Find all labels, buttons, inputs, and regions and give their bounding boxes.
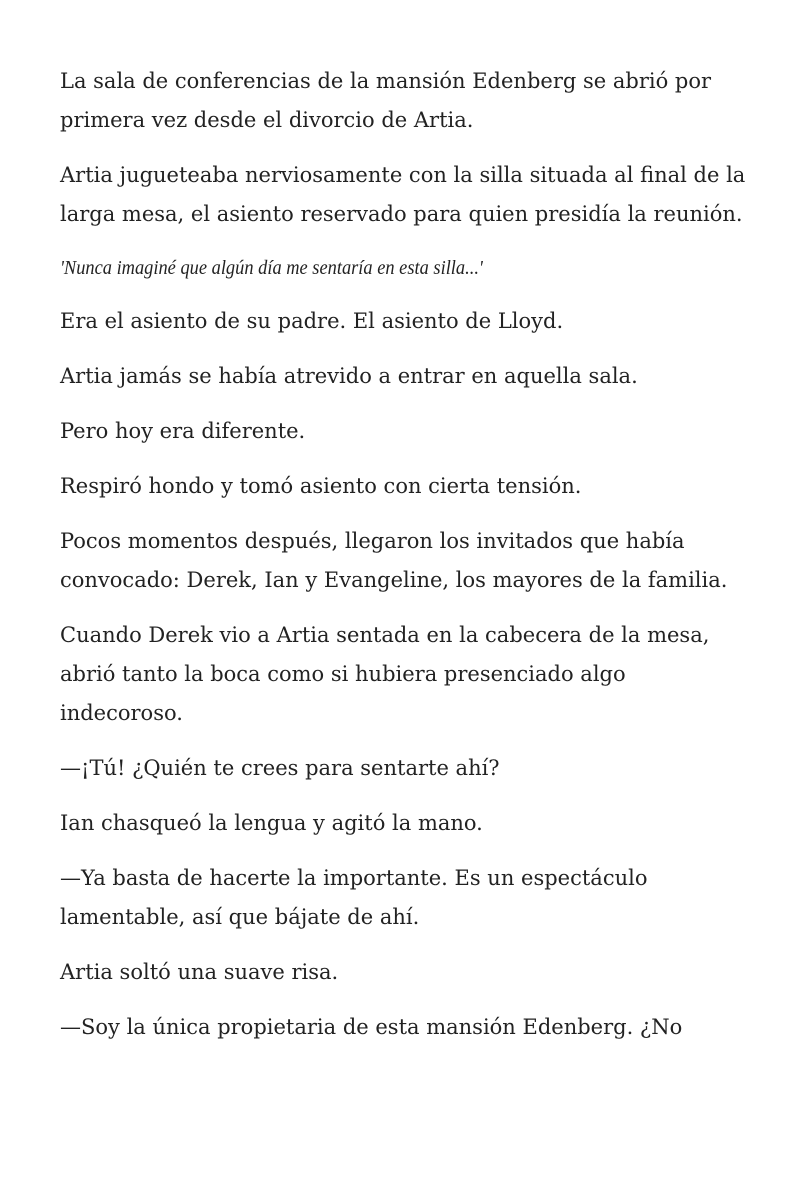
paragraph: Respiró hondo y tomó asiento con cierta tensión. (60, 474, 582, 498)
dialogue-paragraph: —Ya basta de hacerte la importante. Es un espectáculo lamentable, así que bájate de ahí. (60, 866, 648, 929)
dialogue-paragraph: —Soy la única propietaria de esta mansión Edenberg. ¿No (60, 1015, 683, 1039)
paragraph: Era el asiento de su padre. El asiento de Lloyd. (60, 309, 564, 333)
paragraph: Pero hoy era diferente. (60, 419, 306, 443)
paragraph: Artia soltó una suave risa. (60, 960, 339, 984)
paragraph: Ian chasqueó la lengua y agitó la mano. (60, 811, 483, 835)
paragraph: Cuando Derek vio a Artia sentada en la cabecera de la mesa, abrió tanto la boca como si hubiera presenciado algo indecoroso. (60, 623, 710, 725)
paragraph: Artia jugueteaba nerviosamente con la silla situada al final de la larga mesa, el asiento reservado para quien presidía la reunión. (60, 163, 746, 226)
paragraph: Pocos momentos después, llegaron los invitados que había convocado: Derek, Ian y Evangeline, los mayores de la familia. (60, 529, 728, 592)
dialogue-paragraph: —¡Tú! ¿Quién te crees para sentarte ahí? (60, 756, 500, 780)
paragraph: Artia jamás se había atrevido a entrar en aquella sala. (60, 364, 638, 388)
document-page (60, 62, 750, 1063)
thought-paragraph: 'Nunca imaginé que algún día me sentaría en esta silla...' (60, 257, 483, 279)
paragraph: La sala de conferencias de la mansión Edenberg se abrió por primera vez desde el divorcio de Artia. (60, 69, 712, 132)
